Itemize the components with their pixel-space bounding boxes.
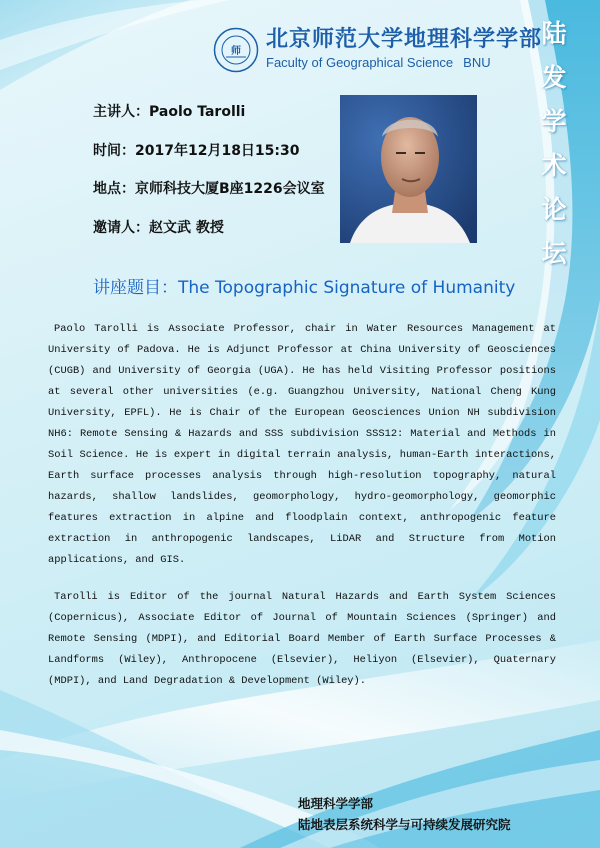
series-title-vertical	[530, 12, 578, 276]
place-line: 地点：京师科技大厦B座1226会议室	[93, 181, 325, 197]
footer-organizer-1: 地理科学学部	[298, 796, 374, 811]
bio-paragraph-1	[48, 319, 556, 571]
faculty-name-en-text: Faculty of Geographical Science	[266, 55, 454, 70]
faculty-name-en	[266, 55, 491, 70]
inviter-line: 邀请人：赵文武 教授	[93, 220, 224, 236]
time-line: 时间：2017年12月18日15:30	[93, 143, 300, 159]
bio-paragraph-1-text: Paolo Tarolli is Associate Professor, chair in Water Resources Management at University of Padova. He is Adjunct Professor at China University of Geosciences (CUGB) and University of Georgia (UGA). He has held Visiting Professor positions at several other universities (e.g. Guangzhou University, National Cheng Kung University, EPFL). He is Chair of the European Geosciences Union NH subdivision NH6: Remote Sensing & Hazards and SSS subdivision SSS12: Material and Methods in Soil Science. He is expert in digital terrain analysis, human-Earth interactions, Earth surface processes analysis through high-resolution topography, natural hazards, shallow landslides, geomorphology, hydro-geomorphology, geomorphic features extraction in alpine and floodplain context, anthropogenic feature extraction in anthropogenic landscapes, LiDAR and Structure from Motion applications, and GIS.	[48, 323, 556, 566]
bnu-abbr: BNU	[463, 55, 491, 70]
series-char: 学	[541, 107, 567, 136]
bio-paragraph-2	[48, 587, 556, 692]
svg-text:师: 师	[231, 46, 241, 57]
series-char: 坛	[541, 239, 567, 268]
series-char: 陆	[541, 19, 567, 48]
bio-paragraph-2-text: Tarolli is Editor of the journal Natural Hazards and Earth System Sciences (Copernicus), Associate Editor of Journal of Mountain Sciences (Springer) and Remote Sensing (MDPI), and Editorial Board Member of Earth Surface Processes & Landforms (Wiley), Anthropocene (Elsevier), Heliyon (Elsevier), Quaternary (MDPI), and Land Degradation & Development (Wiley).	[48, 591, 556, 687]
speaker-line: 主讲人：Paolo Tarolli	[93, 104, 246, 120]
speaker-portrait-graphic	[340, 95, 477, 243]
university-seal-logo	[213, 27, 259, 73]
footer-organizer-2: 陆地表层系统科学与可持续发展研究院	[298, 817, 511, 832]
series-char: 术	[541, 151, 567, 180]
lecture-title: 讲座题目：The Topographic Signature of Humanity	[93, 278, 516, 298]
speaker-photo	[340, 95, 477, 243]
university-name-cn: 北京师范大学地理科学学部	[266, 26, 543, 52]
series-char: 发	[541, 63, 567, 92]
series-char: 论	[541, 195, 567, 224]
